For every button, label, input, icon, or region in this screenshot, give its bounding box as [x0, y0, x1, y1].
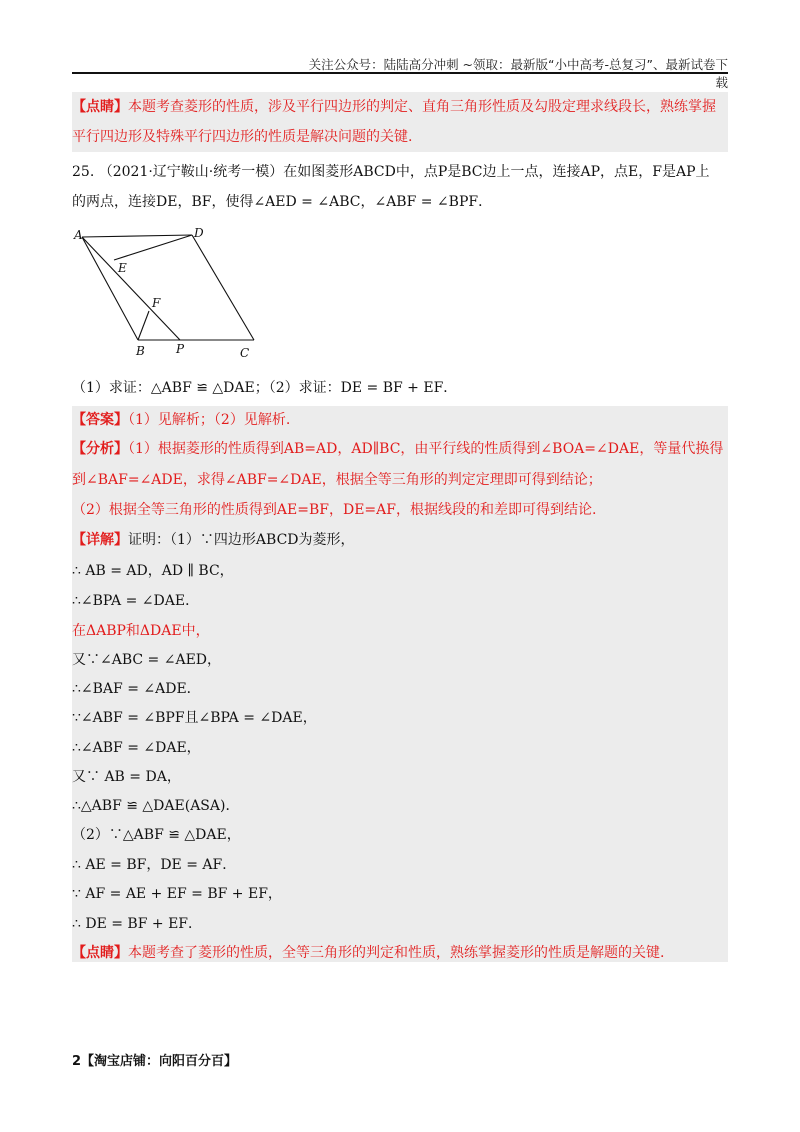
analysis-line3: （2）根据全等三角形的性质得到AE=BF，DE=AF，根据线段的和差即可得到结论. [72, 502, 597, 518]
prev-comment-tag: 【点睛】 [72, 99, 128, 115]
header-rule [72, 72, 728, 74]
page-header: 关注公众号：陆陆高分冲刺 ~领取：最新版“小中高考-总复习”、最新试卷下载 [308, 57, 728, 90]
edge-AB [82, 237, 138, 340]
answer-line [72, 410, 728, 430]
segment-AP [82, 237, 180, 340]
analysis-text1: （1）根据菱形的性质得到AB=AD，AD∥BC，由平行线的性质得到∠BOA=∠DAE，等量代换得 [128, 441, 724, 457]
edge-AD [82, 235, 192, 237]
detail-tag: 【详解】 [72, 532, 128, 548]
page-footer: 2【淘宝店铺：向阳百分百】 [72, 1054, 238, 1069]
detail-line-11: ∴ AE = BF，DE = AF． [72, 857, 237, 873]
label-P: P [176, 342, 185, 356]
problem-source: （2021·辽宁鞍山·统考一模） [98, 164, 284, 180]
rhombus-diagram [72, 225, 272, 365]
label-C: C [240, 346, 250, 360]
analysis-line2: 到∠BAF=∠ADE，求得∠ABF=∠DAE，根据全等三角形的判定定理即可得到结论； [72, 472, 602, 488]
detail-line-1: ∴ AB = AD，AD ∥ BC， [72, 563, 234, 579]
segment-DE [114, 235, 192, 260]
problem-text1: 在如图菱形ABCD中，点P是BC边上一点，连接AP，点E，F是AP上 [283, 164, 710, 180]
label-A: A [74, 228, 83, 242]
detail-line-12: ∵ AF = AE + EF = BF + EF， [72, 886, 282, 902]
edge-DC [192, 235, 254, 340]
prev-comment-text1: 本题考查菱形的性质，涉及平行四边形的判定、直角三角形性质及勾股定理求线段长，熟练掌握 [128, 99, 716, 115]
detail-line-9: ∴△ABF ≌ △DAE(ASA)． [72, 798, 240, 814]
analysis-line1 [72, 439, 728, 459]
label-B: B [136, 344, 145, 358]
detail-line-4: 又∵∠ABC = ∠AED， [72, 652, 222, 668]
detail-text-0: 证明：（1）∵四边形ABCD为菱形， [128, 532, 355, 548]
problem-number: 25. [72, 164, 95, 180]
label-F: F [152, 296, 161, 310]
prev-comment-line1 [72, 97, 728, 117]
detail-line-5: ∴∠BAF = ∠ADE． [72, 681, 201, 697]
detail-line-3: 在ΔABP和ΔDAE中， [72, 623, 210, 639]
prev-comment-line2: 平行四边形及特殊平行四边形的性质是解决问题的关键. [72, 129, 413, 145]
final-comment-line [72, 943, 728, 963]
problem-question: （1）求证：△ABF ≌ △DAE；（2）求证：DE = BF + EF． [72, 380, 458, 396]
detail-line-7: ∴∠ABF = ∠DAE， [72, 740, 201, 756]
answer-tag: 【答案】 [72, 412, 128, 428]
final-comment-text: 本题考查了菱形的性质，全等三角形的判定和性质，熟练掌握菱形的性质是解题的关键. [128, 945, 665, 961]
detail-line-13: ∴ DE = BF + EF． [72, 916, 202, 932]
segment-BF [138, 311, 149, 340]
analysis-tag: 【分析】 [72, 441, 128, 457]
detail-line-0 [72, 530, 728, 550]
detail-line-2: ∴∠BPA = ∠DAE． [72, 593, 200, 609]
detail-line-10: （2）∵△ABF ≌ △DAE， [72, 827, 241, 843]
problem-line2: 的两点，连接DE，BF，使得∠AED = ∠ABC，∠ABF = ∠BPF． [72, 194, 493, 210]
label-E: E [118, 261, 127, 275]
problem-line1 [72, 162, 728, 182]
final-comment-tag: 【点睛】 [72, 945, 128, 961]
detail-line-6: ∵∠ABF = ∠BPF且∠BPA = ∠DAE， [72, 710, 317, 726]
detail-line-8: 又∵ AB = DA， [72, 769, 181, 785]
label-D: D [194, 226, 204, 240]
answer-text: （1）见解析；（2）见解析. [128, 412, 291, 428]
